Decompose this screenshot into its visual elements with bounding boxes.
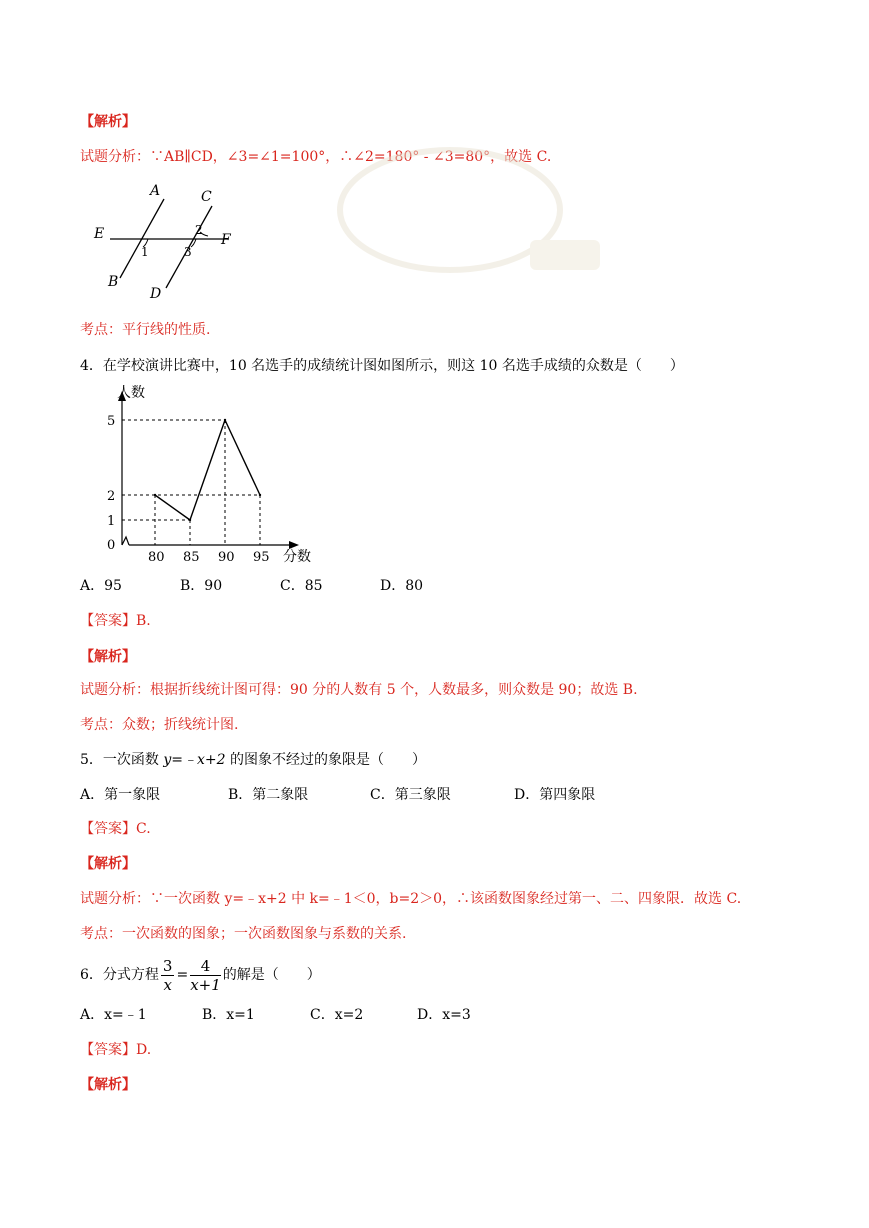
label-2: 2: [195, 223, 203, 237]
q6-stem: [80, 955, 321, 995]
data-point-80: [154, 494, 156, 496]
q6-options: [80, 1006, 471, 1024]
q5-stem-post: 的图象不经过的象限是（ ）: [225, 752, 426, 768]
q4-options: [80, 577, 423, 595]
data-segment-80-85: [155, 495, 190, 520]
label-F: F: [221, 232, 231, 248]
q3-kaodian: 考点：平行线的性质.: [80, 322, 211, 338]
q6-option-d: D．x=3: [417, 1007, 471, 1023]
q5-stem-pre: 5．一次函数: [80, 752, 164, 768]
q4-stem: 4．在学校演讲比赛中，10 名选手的成绩统计图如图所示，则这 10 名选手成绩的众数是（ ）: [80, 358, 684, 374]
q5-stem: [80, 751, 426, 769]
label-B: B: [108, 274, 119, 290]
q3-jiexi-heading: 【解析】: [80, 114, 136, 130]
q4-option-c: C．85: [280, 578, 323, 594]
x-axis-label: 分数: [283, 549, 311, 565]
q4-option-a: A．95: [80, 578, 122, 594]
q4-kaodian: 考点：众数；折线统计图.: [80, 717, 239, 733]
y-axis-label: 人数: [117, 385, 145, 401]
q4-answer: 【答案】B.: [80, 613, 151, 629]
q6-option-c: C．x=2: [310, 1007, 364, 1023]
label-C: C: [201, 189, 212, 205]
q5-answer: 【答案】C.: [80, 821, 151, 837]
q6-answer: 【答案】D.: [80, 1042, 152, 1058]
q5-jiexi-heading: 【解析】: [80, 856, 136, 872]
q6-option-b: B．x=1: [202, 1007, 255, 1023]
label-3: 3: [184, 245, 192, 259]
q5-formula: y=﹣x+2: [163, 752, 226, 768]
q6-fraction-1: $\frac{3}{x}$: [162, 956, 173, 994]
q5-analysis: 试题分析：∵一次函数 y=﹣x+2 中 k=﹣1＜0，b=2＞0，∴该函数图象经过第一、二、四象限．故选 C.: [80, 891, 742, 907]
data-point-90: [224, 419, 226, 421]
q6-stem-pre: 6．分式方程: [80, 967, 159, 983]
axis-break: [122, 537, 129, 545]
q5-option-d: D．第四象限: [514, 787, 596, 803]
x-tick-80: 80: [148, 550, 165, 565]
label-1: 1: [141, 245, 149, 259]
q3-analysis: 试题分析：∵AB∥CD，∠3=∠1=100°，∴∠2=180° - ∠3=80°，故选 C.: [80, 149, 552, 165]
data-segment-85-90: [190, 420, 225, 520]
x-tick-95: 95: [253, 550, 270, 565]
q6-stem-post: 的解是（ ）: [222, 967, 321, 983]
q4-jiexi-heading: 【解析】: [80, 649, 136, 665]
label-D: D: [150, 286, 162, 302]
q5-options: [80, 786, 595, 804]
x-tick-85: 85: [183, 550, 200, 565]
q4-option-d: D．80: [380, 578, 424, 594]
q6-jiexi-heading: 【解析】: [80, 1077, 136, 1093]
data-segment-90-95: [225, 420, 260, 495]
q6-option-a: A．x=﹣1: [80, 1007, 147, 1023]
q5-option-c: C．第三象限: [370, 787, 451, 803]
q4-analysis: 试题分析：根据折线统计图可得：90 分的人数有 5 个，人数最多，则众数是 90；故选 B.: [80, 682, 638, 698]
q6-equals: =: [176, 967, 189, 983]
q5-option-b: B．第二象限: [228, 787, 309, 803]
origin-label: 0: [107, 538, 116, 553]
q5-kaodian: 考点：一次函数的图象；一次函数图象与系数的关系.: [80, 926, 407, 942]
label-E: E: [94, 226, 105, 242]
parallel-lines-figure: [88, 180, 268, 305]
q6-fraction-2: $\frac{4}{x+1}$: [190, 956, 221, 994]
x-tick-90: 90: [218, 550, 235, 565]
data-point-85: [189, 519, 191, 521]
label-A: A: [150, 183, 161, 199]
y-tick-1: 1: [107, 514, 116, 529]
q5-option-a: A．第一象限: [80, 787, 161, 803]
q4-option-b: B．90: [180, 578, 223, 594]
y-tick-2: 2: [107, 489, 116, 504]
score-line-chart: [95, 385, 335, 565]
y-tick-5: 5: [107, 414, 116, 429]
data-point-95: [259, 494, 261, 496]
x-axis-arrow: [289, 541, 299, 549]
watermark-logo: [300, 120, 610, 320]
